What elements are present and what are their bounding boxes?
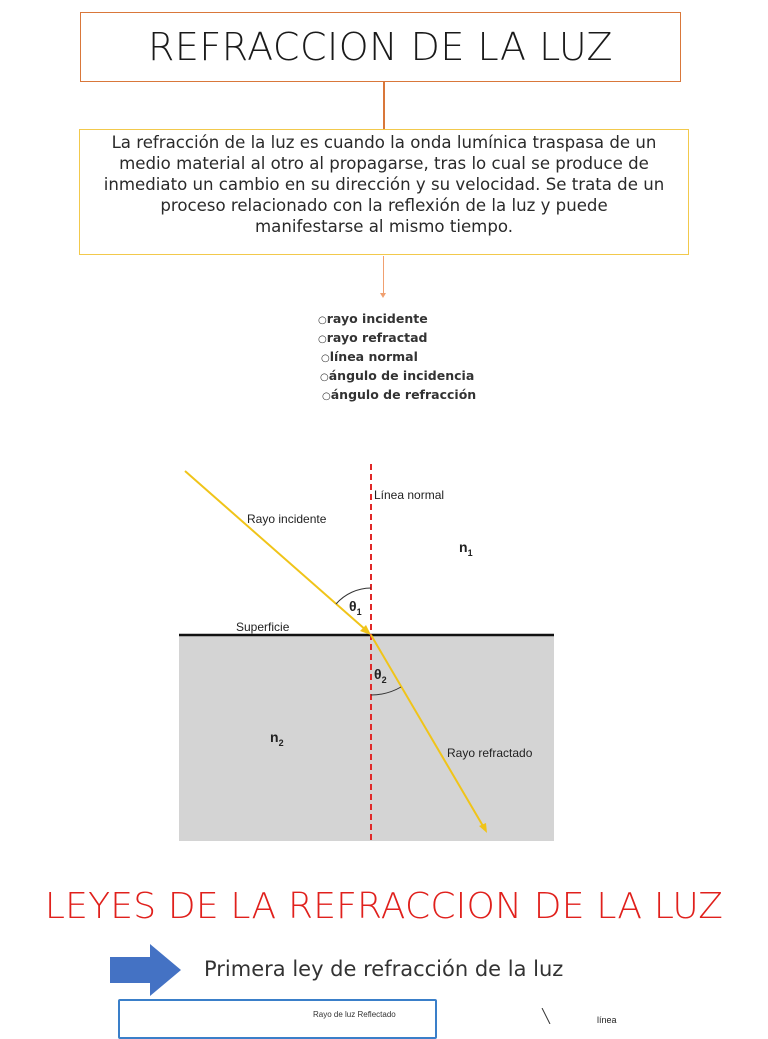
incident-ray [185,471,367,631]
description-line: proceso relacionado con la reflexión de la luz y puede [160,196,608,215]
medium-2 [179,635,554,841]
description-box [79,129,689,255]
surface-label: Superficie [236,620,290,634]
bullet-icon: ○ [322,391,331,402]
figure-ray-line [540,1008,560,1024]
connector-line [383,82,385,130]
list-item: ○rayo refractad [318,330,428,345]
description-line: inmediato un cambio en su dirección y su velocidad. Se trata de un [103,175,665,194]
n2-label: $n_2$ [270,729,284,748]
connector-line [383,256,384,296]
first-law-title: Primera ley de refracción de la luz [204,957,564,981]
list-item: ○rayo incidente [318,311,428,326]
connector-arrowhead [380,293,386,298]
refraction-diagram [178,462,556,844]
bullet-icon: ○ [318,315,327,326]
normal-label: Línea normal [374,488,445,502]
laws-title: LEYES DE LA REFRACCION DE LA LUZ [44,886,724,927]
description-line: medio material al otro al propagarse, tras lo cual se produce de [119,154,649,173]
page-title: REFRACCION DE LA LUZ [147,25,614,69]
refracted-label: Rayo refractado [447,746,533,760]
bullet-icon: ○ [318,334,327,345]
description-line: manifestarse al mismo tiempo. [254,217,513,236]
n1-label: $n_1$ [459,539,473,558]
reflection-figure-box [118,999,437,1039]
bullet-icon: ○ [320,372,329,383]
theta1-label: $\theta_1$ [349,598,362,617]
elements-list [318,310,476,405]
figure-right-label: línea [597,1015,617,1025]
list-item: ○ángulo de refracción [322,387,477,402]
incident-label: Rayo incidente [247,512,327,526]
figure-box-label: Rayo de luz Reflectado [313,1010,396,1019]
right-arrow-icon [110,944,182,996]
title-box [80,12,681,82]
list-item: ○línea normal [321,349,418,364]
description-line: La refracción de la luz es cuando la onda lumínica traspasa de un [111,133,657,152]
theta2-label: $\theta_2$ [374,666,387,685]
description-text [86,132,682,237]
bullet-icon: ○ [321,353,330,364]
list-item: ○ángulo de incidencia [320,368,475,383]
